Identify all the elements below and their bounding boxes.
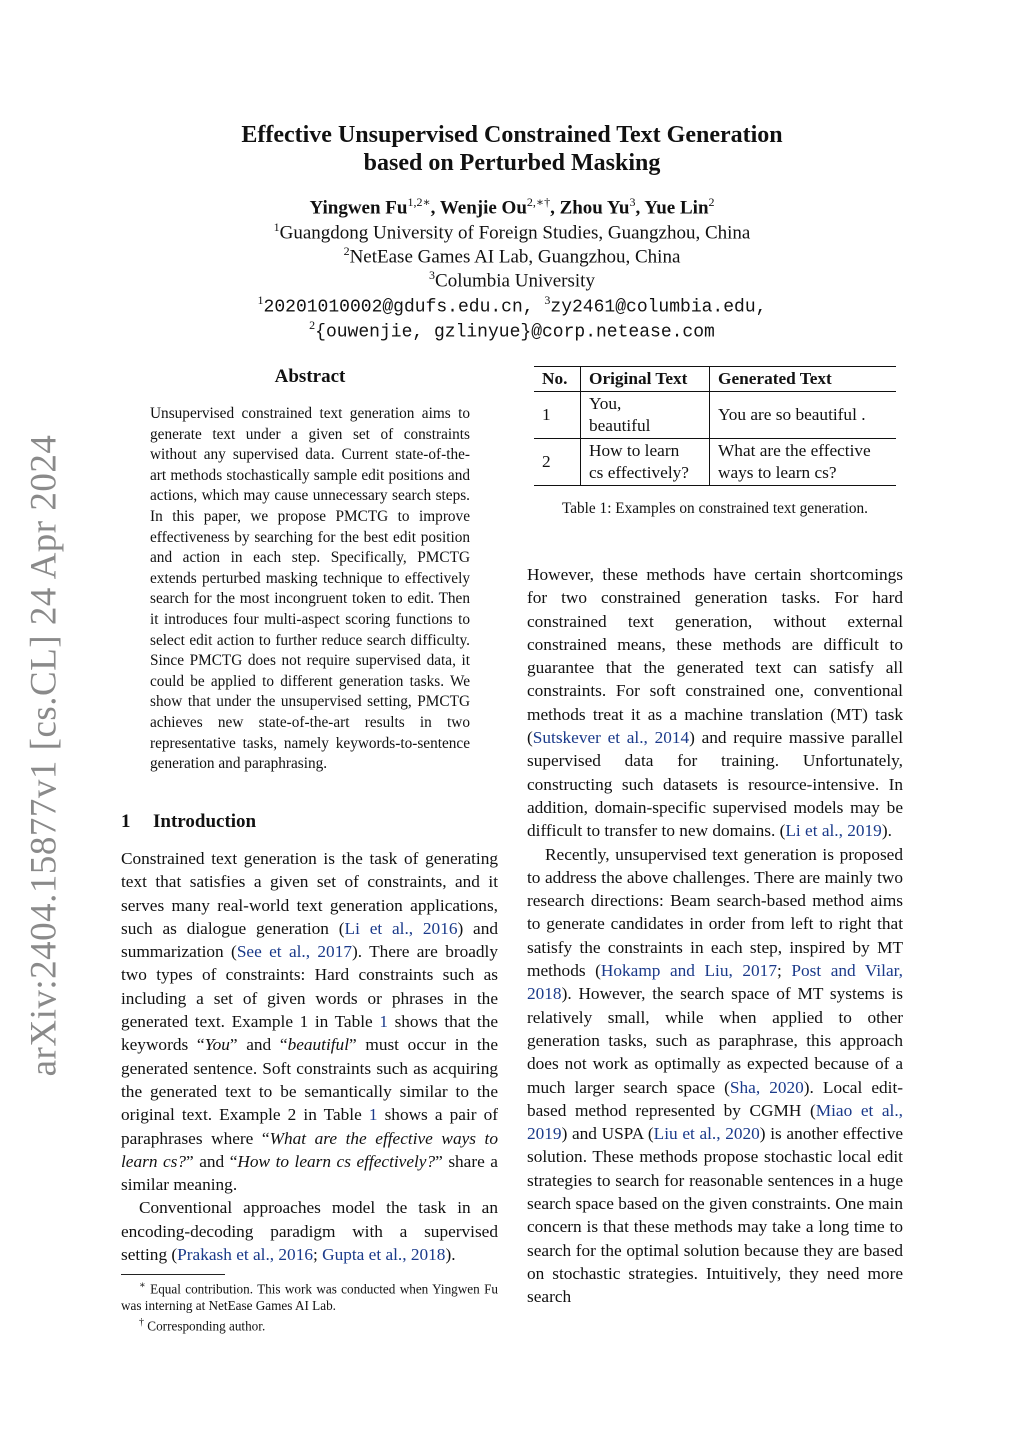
- section-title: Introduction: [153, 811, 257, 832]
- emphasis: What are the effective ways to learn cs?: [121, 1128, 498, 1171]
- author-name: Wenjie Ou: [439, 197, 527, 219]
- intro-paragraph-4: [527, 843, 903, 1309]
- table-ref-link[interactable]: 1: [379, 1012, 388, 1032]
- citation-link[interactable]: Prakash et al., 2016: [177, 1245, 313, 1265]
- table-cell-generated: [710, 439, 897, 486]
- citation-link[interactable]: Miao et al., 2019: [527, 1100, 904, 1144]
- citation-link[interactable]: Post and Vilar, 2018: [527, 961, 904, 1004]
- text-run: shows a pair of paraphrases where “: [121, 1105, 498, 1148]
- text-run: ). However, the search space of MT systems is relatively small, while when applied to other generation tasks, such as paraphrase, this approach does not work as optimally as expected because of a much larger search space (: [527, 984, 903, 1097]
- text-run: ). There are broadly two types of constraints: Hard constraints such as including a set of given words or phrases in the generated text. Example 1 in Table: [121, 942, 498, 1032]
- affiliation-mark: 1: [273, 220, 280, 234]
- section-number: 1: [121, 811, 131, 832]
- table-1: [534, 366, 896, 486]
- author-separator: ,: [430, 197, 440, 219]
- intro-paragraph-2: [121, 1196, 498, 1266]
- affiliation-text: Guangdong University of Foreign Studies, Guangzhou, China: [279, 222, 751, 244]
- affiliation-text: NetEase Games AI Lab, Guangzhou, China: [349, 246, 681, 268]
- email-address: {ouwenjie, gzlinyue}@corp.netease.com: [315, 322, 715, 343]
- left-column-body: [121, 847, 498, 1266]
- author-separator: ,: [550, 197, 560, 219]
- intro-paragraph-3: [527, 563, 903, 843]
- cell-line: You,: [589, 394, 622, 413]
- email-mark: 3: [544, 293, 551, 307]
- cell-line: cs effectively?: [589, 463, 689, 482]
- citation-link[interactable]: Li et al., 2016: [344, 918, 458, 938]
- text-run: ).: [445, 1245, 456, 1265]
- emphasis: beautiful: [287, 1035, 350, 1055]
- footnotes: [121, 1277, 498, 1335]
- author-affiliation-mark: 3: [629, 195, 636, 209]
- table-header-cell: Original Text: [581, 367, 710, 392]
- table-cell-generated: [710, 392, 897, 439]
- table-cell-no: 1: [534, 392, 581, 439]
- text-run: ” and “: [186, 1151, 238, 1171]
- title-line-1: Effective Unsupervised Constrained Text Generation: [241, 122, 783, 148]
- email-mark: 2: [309, 318, 316, 332]
- email-address: 20201010002@gdufs.edu.cn,: [263, 297, 545, 318]
- text-run: Conventional approaches model the task in an encoding-decoding paradigm with a supervised setting (: [121, 1198, 498, 1265]
- right-column-body: [527, 563, 903, 1309]
- text-run: shows that the keywords “: [121, 1012, 499, 1055]
- citation-link[interactable]: Sutskever et al., 2014: [532, 728, 690, 748]
- citation-link[interactable]: Liu et al., 2020: [653, 1124, 760, 1144]
- abstract-heading: Abstract: [274, 366, 346, 387]
- emphasis: How to learn cs effectively?: [237, 1151, 436, 1171]
- footnote-2: [121, 1314, 498, 1334]
- paper-title: [150, 121, 874, 177]
- abstract-body: Unsupervised constrained text generation aims to generate text under a given set of constraints without any supervised data. Current state-of-the-art methods stochastically sample edit positions and actions, which may cause unnecessary search steps. In this paper, we propose PMCTG to improve effectiveness by searching for the best edit position and action in each step. Specifically, PMCTG extends perturbed masking technique to effectively search for the most incongruent token to edit. Then it introduces four multi-aspect scoring functions to select edit action to further reduce search difficulty. Since PMCTG does not require supervised data, it could be applied to different generation tasks. We show that under the unsupervised setting, PMCTG achieves new state-of-the-art results in two representative tasks, namely keywords-to-sentence generation and paraphrasing.: [150, 405, 470, 773]
- email-mark: 1: [257, 293, 264, 307]
- text-run: ).: [881, 821, 892, 841]
- email-line-2: [150, 313, 874, 344]
- footnote-mark: †: [139, 1317, 144, 1329]
- author-affiliation-mark: 2,∗†: [526, 195, 551, 209]
- table-row: [534, 392, 896, 439]
- footnote-text: Equal contribution. This work was conducted when Yingwen Fu was interning at NetEase Games AI Lab.: [121, 1281, 498, 1314]
- citation-link[interactable]: Gupta et al., 2018: [322, 1245, 446, 1265]
- table-cell-no: 2: [534, 439, 581, 486]
- cell-line: How to learn: [589, 441, 680, 460]
- table-header-row: [534, 367, 896, 392]
- text-run: ” share a similar meaning.: [121, 1151, 498, 1195]
- author-affiliation-mark: 1,2∗: [407, 195, 431, 209]
- affiliation-mark: 3: [429, 268, 436, 282]
- citation-link[interactable]: Li et al., 2019: [785, 821, 882, 841]
- text-run: Constrained text generation is the task of generating text that satisfies a given set of constraints, and it serves many real-world text generation applications, such as dialogue generation (: [121, 849, 498, 938]
- text-run: ) and summarization (: [121, 918, 499, 962]
- affiliation-mark: 2: [343, 244, 350, 258]
- cell-line: You are so beautiful .: [718, 405, 866, 424]
- citation-link[interactable]: Hokamp and Liu, 2017: [600, 961, 777, 981]
- cell-line: ways to learn cs?: [718, 463, 837, 482]
- author-separator: ,: [635, 197, 645, 219]
- author-name: Yingwen Fu: [309, 197, 408, 219]
- title-line-2: based on Perturbed Masking: [363, 150, 661, 176]
- text-run: ) is another effective solution. These methods propose stochastic local edit strategies to search for reasonable sentences in a huge search space based on the given constraints. One main concern is that these methods may take a long time to search for the optimal solution because they are based on stochastic strategies. Intuitively, they need more search: [527, 1124, 903, 1307]
- section-heading-introduction: [121, 811, 256, 833]
- footnote-1: [121, 1277, 498, 1314]
- author-affiliation-mark: 2: [708, 195, 715, 209]
- author-name: Zhou Yu: [559, 197, 630, 219]
- table-row: [534, 439, 896, 486]
- table-header-cell: No.: [534, 367, 581, 392]
- text-run: ;: [312, 1245, 323, 1265]
- affiliation-text: Columbia University: [435, 270, 595, 292]
- citation-link[interactable]: Sha, 2020: [729, 1077, 804, 1097]
- text-run: ). Local edit-based method represented by CGMH (: [527, 1077, 903, 1120]
- text-run: ” and “: [229, 1035, 288, 1055]
- emphasis: You: [204, 1035, 230, 1055]
- table-header-cell: Generated Text: [710, 367, 897, 392]
- text-run: ;: [776, 961, 792, 981]
- table-cell-original: [581, 439, 710, 486]
- arxiv-identifier-text: arXiv:2404.15877v1 [cs.CL] 24 Apr 2024: [23, 434, 65, 1076]
- citation-link[interactable]: See et al., 2017: [236, 942, 352, 962]
- footnote-text: Corresponding author.: [144, 1318, 266, 1334]
- table-cell-original: [581, 392, 710, 439]
- text-run: ) and require massive parallel supervised data for training. Unfortunately, constructing such datasets is resource-intensive. In addition, domain-specific supervised models may be difficult to transfer to new domains. (: [527, 728, 904, 841]
- intro-paragraph-1: [121, 847, 498, 1196]
- cell-line: beautiful: [589, 416, 651, 435]
- text-run: ) and USPA (: [561, 1124, 654, 1144]
- footnote-divider: [121, 1274, 225, 1275]
- text-run: ” must occur in the generated sentence. Soft constraints such as acquiring the generated text to be semantically similar to the original text. Example 2 in Table: [121, 1035, 498, 1125]
- author-name: Yue Lin: [644, 197, 709, 219]
- table-1-caption: Table 1: Examples on constrained text generation.: [561, 500, 869, 517]
- table-ref-link[interactable]: 1: [368, 1105, 378, 1125]
- footnote-mark: ∗: [139, 1280, 146, 1291]
- text-run: Recently, unsupervised text generation is proposed to address the above challenges. There are mainly two research directions: Beam search-based method aims to generate candidates in order from left to right that satisfy the constraints in each step, inspired by MT methods (: [527, 844, 903, 981]
- cell-line: What are the effective: [718, 441, 871, 460]
- email-address: zy2461@columbia.edu,: [550, 297, 767, 318]
- text-run: However, these methods have certain shortcomings for two constrained generation tasks. For hard constrained text generation, without external constrained means, these methods are difficult to guarantee that the generated text can satisfy all constraints. For soft constrained one, conventional methods treat it as a machine translation (MT) task (: [527, 565, 903, 748]
- arxiv-identifier-stamp: [18, 434, 70, 1076]
